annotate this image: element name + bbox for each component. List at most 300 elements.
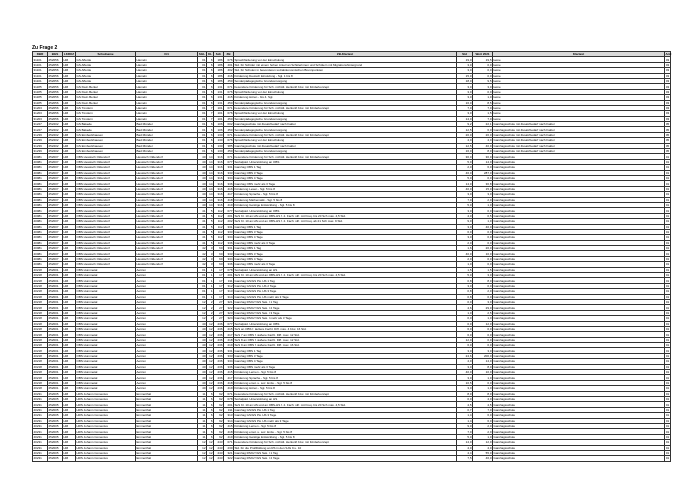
cell-schulname: OBS Hessisch Oldendorf [76, 197, 136, 202]
cell-std: 3,0 [457, 283, 473, 288]
cell-antl: 01 [665, 386, 670, 391]
cell-ort: Hessisch Oldendorf [136, 219, 198, 224]
cell-ort: Hameln [136, 68, 198, 73]
cell-zb: 450 [224, 127, 234, 132]
cell-lkrkz: HM [63, 159, 76, 164]
cell-ort: Emmerthal [136, 413, 198, 418]
cell-sch: 236 [214, 337, 224, 342]
cell-sgl: 40 [198, 326, 207, 331]
cell-antl: 01 [665, 391, 670, 396]
cell-lkrkz: HM [63, 407, 76, 412]
cell-zb-klartext: Ganztag RS/GY/GS Sek. I 2 Tage [234, 305, 457, 310]
cell-sch: 112 [214, 213, 224, 218]
cell-kl: 6 [207, 127, 214, 132]
col-header-dbr: DBR [33, 52, 48, 57]
cell-wert: 200,0 [473, 353, 493, 358]
cell-wert: 0,0 [473, 332, 493, 337]
cell-antl: 01 [665, 327, 670, 332]
cell-kl: 6 [207, 68, 214, 73]
cell-sch: 17 [214, 267, 224, 272]
cell-dbr: 40231 [33, 440, 48, 445]
cell-sch: 236 [214, 375, 224, 380]
cell-wert: 0,0 [473, 380, 493, 385]
cell-lkrkz: HM [63, 219, 76, 224]
col-header-wert: Wert 2021 [473, 52, 493, 57]
cell-klartext: Ganztagsschule [493, 456, 665, 461]
cell-sgl: 12 [198, 445, 207, 450]
cell-dbr: 31239 [33, 132, 48, 137]
cell-bgs: 252001 [48, 348, 63, 353]
col-header-schulname: Schulname [76, 52, 136, 57]
cell-lkrkz: HM [63, 429, 76, 434]
cell-wert: 1,5 [473, 111, 493, 116]
cell-klartext: Ganztagsschule [493, 251, 665, 256]
cell-kl: 12 [207, 370, 214, 375]
cell-bgs: 252007 [48, 251, 63, 256]
cell-bgs: 252001 [48, 353, 63, 358]
cell-zb-klartext: besondere Förderung für Sch. nichtdt. Herkunft bzw. mit Förderkonzept [234, 132, 457, 137]
cell-lkrkz: HM [63, 143, 76, 148]
cell-wert: 0,0 [473, 89, 493, 94]
cell-bgs: 252001 [48, 337, 63, 342]
cell-dbr: 40218 [33, 337, 48, 342]
cell-ort: Hameln [136, 111, 198, 116]
cell-lkrkz: HM [63, 240, 76, 245]
cell-ort: Hameln [136, 95, 198, 100]
cell-bgs: 252001 [48, 289, 63, 294]
cell-dbr: 31101 [33, 78, 48, 83]
cell-zb: 415 [224, 423, 234, 428]
cell-std: 12,5 [457, 143, 473, 148]
cell-dbr: 40231 [33, 402, 48, 407]
cell-dbr: 40218 [33, 316, 48, 321]
cell-sgl: 01 [198, 100, 207, 105]
cell-antl: 03 [665, 79, 670, 84]
cell-dbr: 40231 [33, 445, 48, 450]
cell-zb-klartext: Sozialpäd. Unterstützung an OBS [234, 208, 457, 213]
cell-sch: 186 [214, 57, 224, 62]
cell-klartext: Ganztagsschule [493, 391, 665, 396]
cell-schulname: HRS Johann Comenius [76, 445, 136, 450]
cell-dbr: 31101 [33, 68, 48, 73]
cell-wert: 7,0 [473, 105, 493, 110]
cell-std: 3,0 [457, 235, 473, 240]
cell-sgl: 11 [198, 429, 207, 434]
cell-std: 0,8 [457, 294, 473, 299]
cell-ort: Emmerthal [136, 423, 198, 428]
cell-ort: Emmerthal [136, 418, 198, 423]
cell-ort: Hameln [136, 73, 198, 78]
cell-wert: 7,0 [473, 407, 493, 412]
cell-zb: 450 [224, 116, 234, 121]
cell-dbr: 40218 [33, 332, 48, 337]
cell-klartext: Ganztagsschule [493, 267, 665, 272]
cell-dbr: 40231 [33, 450, 48, 455]
cell-antl: 01 [665, 251, 670, 256]
cell-antl: 05 [665, 133, 670, 138]
cell-zb: 321 [224, 299, 234, 304]
cell-sch: 316 [214, 159, 224, 164]
cell-kl: 6 [207, 402, 214, 407]
cell-lkrkz: HM [63, 456, 76, 461]
cell-wert: 0,0 [473, 62, 493, 67]
cell-dbr: 40081 [33, 186, 48, 191]
cell-zb: 078 [224, 267, 234, 272]
cell-ort: Aerzen [136, 294, 198, 299]
cell-schulname: OBS Hummetal [76, 316, 136, 321]
cell-sgl: 01 [198, 283, 207, 288]
cell-antl: 01 [665, 359, 670, 364]
cell-wert: 3,0 [473, 192, 493, 197]
data-table [32, 51, 671, 462]
cell-bgs: 252001 [48, 267, 63, 272]
col-header-ort: Ort [136, 52, 198, 57]
cell-wert: 1,0 [473, 434, 493, 439]
cell-bgs: 252001 [48, 386, 63, 391]
cell-sgl: 11 [198, 397, 207, 402]
cell-std: 8,0 [457, 391, 473, 396]
cell-std: 4,4 [457, 450, 473, 455]
cell-klartext: Ganztagsschule [493, 278, 665, 283]
cell-sch: 92 [214, 407, 224, 412]
cell-std: 4,5 [457, 402, 473, 407]
cell-dbr: 40081 [33, 235, 48, 240]
cell-zb-klartext: Ganztag OBS 3 Tage [234, 170, 457, 175]
cell-schulname: OBS Hummetal [76, 310, 136, 315]
cell-sgl: 41 [198, 235, 207, 240]
cell-zb-klartext: Förderung Geistige Entwicklung - Sgl. 5 bis 8 [234, 434, 457, 439]
cell-ort: Hessisch Oldendorf [136, 262, 198, 267]
cell-dbr: 40081 [33, 256, 48, 261]
cell-lkrkz: HM [63, 423, 76, 428]
cell-sgl: 12 [198, 316, 207, 321]
cell-sch: 92 [214, 413, 224, 418]
cell-ort: Hessisch Oldendorf [136, 170, 198, 175]
cell-sgl: 41 [198, 219, 207, 224]
cell-zb-klartext: Sonderpädagogische Grundversorgung [234, 149, 457, 154]
cell-zb: 321 [224, 450, 234, 455]
cell-dbr: 31227 [33, 127, 48, 132]
cell-std: 3,0 [457, 224, 473, 229]
cell-kl: 12 [207, 364, 214, 369]
cell-zb: 419 [224, 434, 234, 439]
cell-sgl: 11 [198, 407, 207, 412]
cell-wert: 2,5 [473, 310, 493, 315]
cell-zb: 071 [224, 105, 234, 110]
cell-sgl: 01 [198, 122, 207, 127]
cell-wert: 0,5 [473, 213, 493, 218]
cell-zb-klartext: Sprachförderung vor der Einschulung [234, 138, 457, 143]
cell-bgs: 252005 [48, 418, 63, 423]
cell-kl: 6 [207, 95, 214, 100]
cell-sch: 316 [214, 165, 224, 170]
cell-wert: 30,0 [473, 154, 493, 159]
cell-zb-klartext: SuS Kl. 10 an HS und an OBS-HS f. 4. Fach: stlf. mit Freq. bis 20 Sch max. 4,5 Std. [234, 402, 457, 407]
cell-kl: 6 [207, 78, 214, 83]
cell-bgs: 252007 [48, 229, 63, 234]
cell-std: 3,0 [457, 62, 473, 67]
cell-antl: 01 [665, 348, 670, 353]
cell-kl: 6 [207, 57, 214, 62]
cell-zb-klartext: besondere Förderung für Sch. nichtdt. Herkunft bzw. mit Förderkonzept [234, 391, 457, 396]
cell-lkrkz: HM [63, 165, 76, 170]
cell-ort: Hessisch Oldendorf [136, 246, 198, 251]
cell-ort: Aerzen [136, 321, 198, 326]
cell-ort: Hessisch Oldendorf [136, 165, 198, 170]
cell-sch: 60 [214, 256, 224, 261]
cell-wert: 1,0 [473, 375, 493, 380]
cell-kl: 2 [207, 310, 214, 315]
cell-sgl: 42 [198, 246, 207, 251]
cell-lkrkz: HM [63, 321, 76, 326]
cell-sgl: 01 [198, 149, 207, 154]
cell-kl: 6 [207, 100, 214, 105]
cell-klartext: Ganztagsschule [493, 418, 665, 423]
cell-bgs: 252007 [48, 224, 63, 229]
cell-sch: 106 [214, 122, 224, 127]
cell-ort: Bad Münder [136, 122, 198, 127]
col-header-kl: KL [208, 52, 212, 57]
cell-lkrkz: HM [63, 278, 76, 283]
cell-dbr: 31203 [33, 111, 48, 116]
cell-wert: 46,0 [473, 456, 493, 461]
cell-dbr: 31203 [33, 116, 48, 121]
cell-klartext: Ganztagsschule [493, 397, 665, 402]
cell-sch: 17 [214, 294, 224, 299]
cell-sgl: 01 [198, 273, 207, 278]
cell-ort: Hameln [136, 84, 198, 89]
cell-klartext: keine [493, 105, 665, 110]
cell-antl: 01 [665, 208, 670, 213]
cell-klartext: Ganztagsschule [493, 170, 665, 175]
cell-schulname: OBS Hessisch Oldendorf [76, 170, 136, 175]
cell-wert: 3,0 [473, 84, 493, 89]
cell-dbr: 40081 [33, 224, 48, 229]
cell-zb: 334 [224, 359, 234, 364]
cell-sch: 186 [214, 78, 224, 83]
cell-klartext: Ganztagsschule [493, 289, 665, 294]
cell-std: 3,0 [457, 208, 473, 213]
cell-bgs: 252056 [48, 95, 63, 100]
cell-schulname: OBS Hessisch Oldendorf [76, 229, 136, 234]
cell-kl: 12 [207, 386, 214, 391]
cell-lkrkz: HM [63, 348, 76, 353]
cell-wert: 40,0 [473, 224, 493, 229]
cell-wert: 8,0 [473, 278, 493, 283]
cell-antl: 01 [665, 370, 670, 375]
cell-sch: 316 [214, 197, 224, 202]
cell-antl: 03 [665, 111, 670, 116]
cell-zb-klartext: Ganztag OBS 4 Tage [234, 235, 457, 240]
cell-kl: 12 [207, 440, 214, 445]
cell-std: 12,5 [457, 127, 473, 132]
cell-dbr: 40081 [33, 240, 48, 245]
cell-zb: 311 [224, 278, 234, 283]
cell-lkrkz: HM [63, 326, 76, 331]
cell-dbr: 31185 [33, 84, 48, 89]
cell-kl: 3 [207, 262, 214, 267]
cell-bgs: 252007 [48, 181, 63, 186]
cell-schulname: HRS Johann Comenius [76, 402, 136, 407]
cell-kl: 7 [207, 111, 214, 116]
cell-zb: 322 [224, 456, 234, 461]
cell-zb: 078 [224, 397, 234, 402]
cell-std: 9,0 [457, 423, 473, 428]
cell-kl: 12 [207, 337, 214, 342]
cell-zb-klartext: besondere Förderung für Sch. nichtdt. Herkunft bzw. mit Förderkonzept [234, 440, 457, 445]
cell-zb: 333 [224, 353, 234, 358]
col-header-zb: ZB [224, 52, 234, 57]
cell-zb: 331 [224, 348, 234, 353]
cell-zb: 419 [224, 386, 234, 391]
cell-std: 3,0 [457, 364, 473, 369]
cell-klartext: Ganztagsschule [493, 208, 665, 213]
cell-schulname: GS Klein Berkel [76, 100, 136, 105]
cell-bgs: 252007 [48, 154, 63, 159]
cell-kl: 6 [207, 429, 214, 434]
cell-antl: 01 [665, 332, 670, 337]
cell-zb-klartext: Ganztag OBS 4 Tage [234, 256, 457, 261]
cell-zb-klartext: Ganztag OBS mehr als 3 Tage [234, 240, 457, 245]
cell-ort: Hessisch Oldendorf [136, 181, 198, 186]
cell-antl: 01 [665, 170, 670, 175]
cell-klartext: Ganztagsschule [493, 294, 665, 299]
cell-zb: 230 [224, 445, 234, 450]
cell-zb-klartext: Ganztag OBS mehr als 3 Tage [234, 181, 457, 186]
cell-sgl: 01 [198, 68, 207, 73]
cell-klartext: Ganztagsschule [493, 364, 665, 369]
cell-klartext: Ganztagsschule [493, 386, 665, 391]
cell-dbr: 40081 [33, 159, 48, 164]
cell-zb: 215 [224, 326, 234, 331]
cell-klartext: keine [493, 100, 665, 105]
cell-sgl: 40 [198, 375, 207, 380]
cell-dbr: 40231 [33, 429, 48, 434]
cell-std: 40,0 [457, 186, 473, 191]
cell-dbr: 40218 [33, 359, 48, 364]
cell-sch: 17 [214, 289, 224, 294]
cell-kl: 3 [207, 246, 214, 251]
cell-lkrkz: HM [63, 391, 76, 396]
cell-klartext: keine [493, 62, 665, 67]
cell-lkrkz: HM [63, 450, 76, 455]
cell-antl: 03 [665, 73, 670, 78]
cell-kl: 14 [207, 181, 214, 186]
cell-bgs: 252005 [48, 391, 63, 396]
cell-klartext: Ganztagsschule [493, 186, 665, 191]
cell-zb: 417 [224, 192, 234, 197]
cell-kl: 6 [207, 138, 214, 143]
cell-schulname: HRS Johann Comenius [76, 440, 136, 445]
cell-bgs: 252056 [48, 78, 63, 83]
cell-bgs: 252001 [48, 321, 63, 326]
cell-sch: 131 [214, 100, 224, 105]
cell-klartext: Ganztagsschule [493, 348, 665, 353]
cell-schulname: OBS Hummetal [76, 278, 136, 283]
cell-zb-klartext: Förderung Hören - Sgl. 5 bis 8 [234, 386, 457, 391]
cell-bgs: 252001 [48, 283, 63, 288]
cell-zb: 416 [224, 73, 234, 78]
cell-sch: 236 [214, 353, 224, 358]
cell-antl: 01 [665, 257, 670, 262]
cell-antl: 01 [665, 160, 670, 164]
cell-sgl: 11 [198, 413, 207, 418]
cell-bgs: 252007 [48, 246, 63, 251]
cell-schulname: OBS Hessisch Oldendorf [76, 235, 136, 240]
cell-std: 3,0 [457, 95, 473, 100]
cell-kl: 5 [207, 240, 214, 245]
cell-schulname: OBS Hummetal [76, 353, 136, 358]
cell-schulname: GS Klein Berkel [76, 84, 136, 89]
cell-std: 0,8 [457, 278, 473, 283]
cell-antl: 01 [665, 321, 670, 326]
cell-lkrkz: HM [63, 375, 76, 380]
cell-sch: 236 [214, 343, 224, 348]
cell-sch: 60 [214, 251, 224, 256]
cell-sch: 236 [214, 380, 224, 385]
cell-sch: 112 [214, 235, 224, 240]
cell-antl: 01 [665, 219, 670, 224]
cell-sgl: 11 [198, 391, 207, 396]
cell-schulname: OBS Hummetal [76, 364, 136, 369]
cell-sgl: 01 [198, 116, 207, 121]
cell-kl: 1 [207, 289, 214, 294]
cell-lkrkz: HM [63, 175, 76, 180]
cell-ort: Hessisch Oldendorf [136, 175, 198, 180]
cell-std: 1,0 [457, 262, 473, 267]
cell-dbr: 40081 [33, 251, 48, 256]
cell-ort: Emmerthal [136, 434, 198, 439]
cell-dbr: 40218 [33, 370, 48, 375]
cell-sgl: 01 [198, 111, 207, 116]
cell-schulname: OBS Hessisch Oldendorf [76, 186, 136, 191]
cell-wert: 2,0 [473, 429, 493, 434]
cell-kl: 12 [207, 353, 214, 358]
cell-kl: 14 [207, 175, 214, 180]
cell-schulname: OBS Hessisch Oldendorf [76, 256, 136, 261]
cell-zb-klartext: Sozialpäd. Unterstützung an HS [234, 397, 457, 402]
cell-schulname: GS Afferde [76, 78, 136, 83]
cell-antl: 01 [665, 197, 670, 202]
cell-sch: 243 [214, 456, 224, 461]
cell-antl: 03 [665, 95, 670, 100]
cell-antl: 01 [665, 451, 670, 456]
cell-ort: Hessisch Oldendorf [136, 186, 198, 191]
cell-std: 19,0 [457, 57, 473, 62]
cell-schulname: OBS Hessisch Oldendorf [76, 159, 136, 164]
cell-zb-klartext: Ganztag RS/GY/GS Sek. I mehr als 3 Tage [234, 316, 457, 321]
cell-std: 2,0 [457, 256, 473, 261]
cell-sgl: 01 [198, 267, 207, 272]
cell-schulname: OBS Hummetal [76, 305, 136, 310]
cell-kl: 6 [207, 73, 214, 78]
cell-wert: 0,0 [473, 337, 493, 342]
cell-zb: 312 [224, 283, 234, 288]
cell-sch: 243 [214, 450, 224, 455]
cell-zb-klartext: Ganztag OBS 1 Tag [234, 165, 457, 170]
cell-sgl: 40 [198, 181, 207, 186]
cell-zb: 076 [224, 111, 234, 116]
cell-antl: 01 [665, 381, 670, 386]
cell-zb: 201 [224, 273, 234, 278]
cell-dbr: 40218 [33, 283, 48, 288]
cell-zb-klartext: SuS 9 an OBS f. äußere Fachl. Diff. max. 16 Std. [234, 343, 457, 348]
cell-zb-klartext: Ganztag OBS 3 Tage [234, 229, 457, 234]
cell-dbr: 31101 [33, 57, 48, 62]
cell-zb-klartext: Förderung Lernen - Sgl. 5 bis 8 [234, 423, 457, 428]
cell-kl: 6 [207, 397, 214, 402]
cell-klartext: Ganztagsschule [493, 353, 665, 358]
